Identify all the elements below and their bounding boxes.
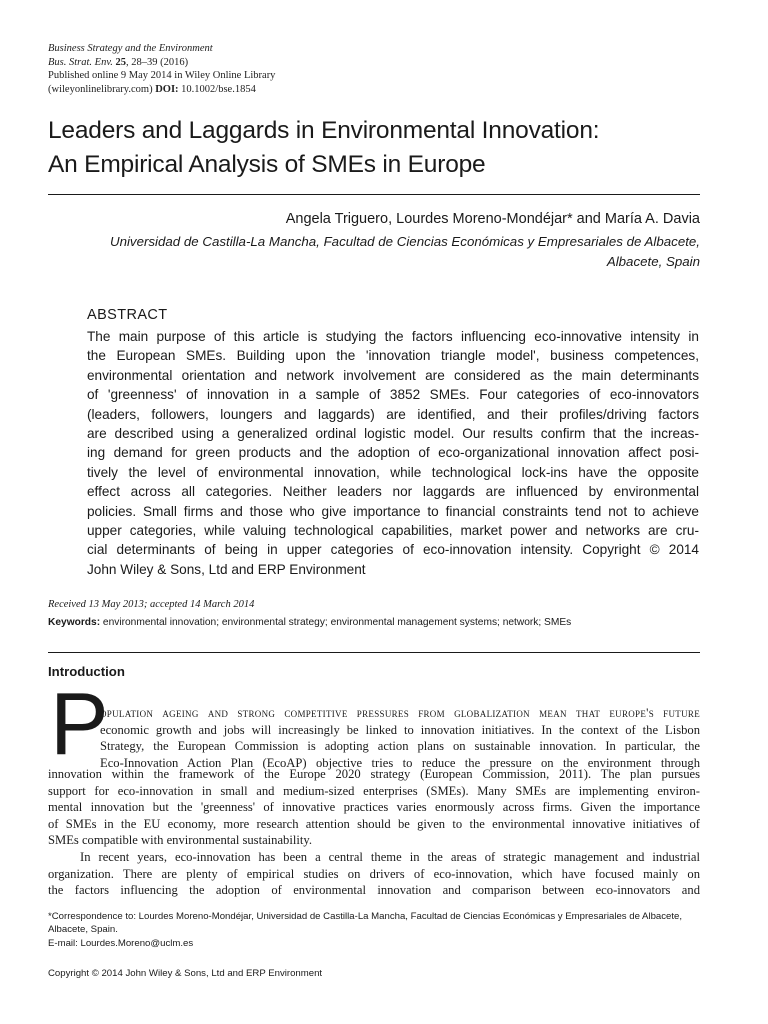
affiliation-line-2: Albacete, Spain bbox=[606, 254, 700, 269]
citation bbox=[48, 56, 275, 70]
body-line: organization. There are plenty of empirical studies on drivers of eco-innovation, which have focused mainly on bbox=[48, 866, 700, 881]
copyright-notice: Copyright © 2014 John Wiley & Sons, Ltd and ERP Environment bbox=[48, 968, 323, 979]
footnote-line: *Correspondence to: Lourdes Moreno-Mondéjar, Universidad de Castilla-La Mancha, Facultad de Ciencias Económicas y Empresariales de Albacete, bbox=[48, 911, 683, 922]
citation-volume: 25 bbox=[115, 56, 126, 68]
authors: Angela Triguero, Lourdes Moreno-Mondéjar* and María A. Davia bbox=[285, 211, 700, 227]
published-online: Published online 9 May 2014 in Wiley Online Library bbox=[48, 70, 276, 81]
journal-name: Business Strategy and the Environment bbox=[48, 43, 213, 54]
abstract-line: are described using a generalized ordinal logistic model. Our results confirm that the increas- bbox=[87, 426, 699, 442]
abstract-line: policies. Small firms and those who give importance to financial constraints tend not to achieve bbox=[87, 503, 699, 519]
footnote-email[interactable]: E-mail: Lourdes.Moreno@uclm.es bbox=[48, 937, 194, 949]
received-dates: Received 13 May 2013; accepted 14 March 2014 bbox=[48, 599, 255, 610]
body-line: Eco-Innovation Action Plan (EcoAP) objective tries to reduce the pressure on the environment through bbox=[100, 755, 700, 770]
body-line: opulation ageing and strong competitive pressures from globalization mean that europe's future bbox=[100, 706, 700, 720]
abstract-line: upper categories, while valuing technological capabilities, market power and networks are cru- bbox=[87, 523, 699, 539]
abstract-line: cial determinants of being in upper categories of eco-innovation intensity. Copyright © 2014 bbox=[87, 542, 699, 558]
intro-indented-block bbox=[100, 705, 700, 771]
abstract-line: (leaders, followers, loungers and laggards) are identified, and their profiles/driving factors bbox=[87, 406, 699, 422]
body-line: SMEs compatible with environmental sustainability. bbox=[48, 833, 312, 848]
body-line: innovation within the framework of the Europe 2020 strategy (European Commission, 2011). The plan pursues bbox=[48, 767, 700, 781]
section-divider bbox=[48, 652, 700, 653]
body-line: Strategy, the European Commission is adopting action plans on sustainable innovation. In particular, the bbox=[100, 739, 700, 754]
body-line: of SMEs in the EU economy, more research attention should be given to the environmental innovative initiatives of bbox=[48, 816, 700, 831]
keywords bbox=[48, 617, 571, 628]
title-line-1: Leaders and Laggards in Environmental Innovation: bbox=[48, 117, 600, 144]
introduction-heading: Introduction bbox=[48, 664, 125, 679]
correspondence-footnote bbox=[48, 910, 708, 950]
abstract-line: The main purpose of this article is studying the factors influencing eco-innovative intensity in bbox=[87, 329, 699, 344]
abstract-line: tively the level of environmental innovation, while technological lock-ins have the opposite bbox=[87, 464, 699, 480]
abstract-line: ing demand for green products and the adoption of eco-organizational innovation affect posi- bbox=[87, 445, 699, 461]
body-line: mental innovation but the 'greenness' of innovative practices varies enormously across firms. Given the importance bbox=[48, 800, 700, 815]
body-line: the factors influencing the adoption of environmental innovation and comparison between eco-innovators and bbox=[48, 883, 700, 898]
abstract-line: effect across all categories. Neither leaders nor laggards are influenced by environmental bbox=[87, 484, 699, 500]
journal-header bbox=[48, 42, 275, 96]
library-link[interactable]: (wileyonlinelibrary.com) bbox=[48, 83, 153, 95]
abstract-line: of 'greenness' of innovation in a sample of 3852 SMEs. Four categories of eco-innovators bbox=[87, 387, 699, 403]
keywords-label: Keywords: bbox=[48, 617, 101, 628]
intro-full-block bbox=[48, 766, 700, 899]
title-line-2: An Empirical Analysis of SMEs in Europe bbox=[48, 151, 486, 178]
doi-line bbox=[48, 83, 275, 97]
abstract-line: the European SMEs. Building upon the 'innovation triangle model', business competences, bbox=[87, 348, 699, 364]
citation-pages: , 28–39 (2016) bbox=[125, 56, 189, 68]
abstract-line: environmental orientation and network involvement are considered as the main determinants bbox=[87, 367, 699, 383]
abstract-body bbox=[87, 327, 699, 579]
article-title bbox=[48, 114, 720, 182]
abstract-heading: ABSTRACT bbox=[87, 307, 168, 323]
affiliation-line-1: Universidad de Castilla-La Mancha, Facultad de Ciencias Económicas y Empresariales de Albacete, bbox=[109, 234, 700, 249]
title-divider bbox=[48, 194, 700, 195]
abstract-line: John Wiley & Sons, Ltd and ERP Environment bbox=[87, 561, 366, 577]
citation-abbrev: Bus. Strat. Env. bbox=[48, 56, 113, 68]
doi-value[interactable]: 10.1002/bse.1854 bbox=[181, 83, 256, 95]
body-line: support for eco-innovation in small and medium-sized enterprises (SMEs). Many SMEs are implementing environ- bbox=[48, 783, 700, 798]
doi-label: DOI: bbox=[155, 83, 179, 95]
affiliation bbox=[50, 232, 700, 272]
drop-cap: P bbox=[50, 674, 109, 773]
body-line: In recent years, eco-innovation has been a central theme in the areas of strategic management and industrial bbox=[48, 849, 700, 864]
body-line: economic growth and jobs will increasingly be linked to innovation initiatives. In the context of the Lisbon bbox=[100, 722, 700, 737]
keywords-list: environmental innovation; environmental strategy; environmental management systems; network; SMEs bbox=[100, 617, 572, 628]
footnote-line: Albacete, Spain. bbox=[48, 924, 118, 936]
